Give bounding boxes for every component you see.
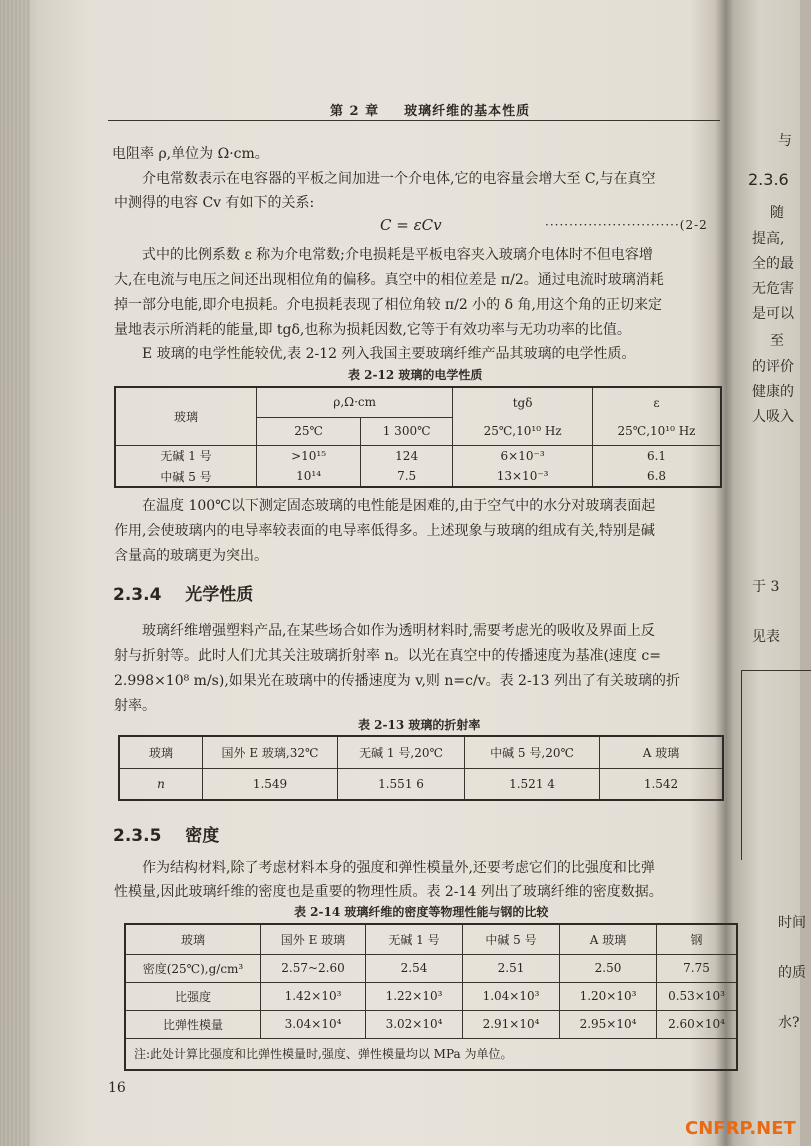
table-2-12 bbox=[114, 386, 722, 488]
table-cell: 0.53×10³ bbox=[657, 982, 738, 1010]
facing-page-text: 于 3 bbox=[752, 579, 780, 595]
table-cell: 比强度 bbox=[125, 982, 261, 1010]
paragraph-line: E 玻璃的电学性能较优,表 2-12 列入我国主要玻璃纤维产品其玻璃的电学性质。 bbox=[142, 346, 636, 362]
page-stack-edge bbox=[0, 0, 30, 1146]
table-row bbox=[119, 768, 723, 800]
table-cell: n bbox=[119, 768, 203, 800]
table-cell: 1.42×10³ bbox=[261, 982, 366, 1010]
table-row bbox=[115, 445, 721, 466]
paragraph-line: 射率。 bbox=[114, 698, 156, 714]
table-header: 玻璃 bbox=[125, 924, 261, 954]
table-2-13-caption: 表 2-13 玻璃的折射率 bbox=[358, 718, 481, 732]
chapter-number: 第 2 章 bbox=[330, 104, 380, 119]
paragraph-line: 2.998×10⁸ m/s),如果光在玻璃中的传播速度为 v,则 n=c/v。表 2-13 列出了有关玻璃的折 bbox=[114, 673, 680, 689]
table-cell: 1.22×10³ bbox=[366, 982, 463, 1010]
table-cell: 密度(25℃),g/cm³ bbox=[125, 954, 261, 982]
table-header: ε bbox=[593, 387, 722, 417]
table-header: 无碱 1 号,20℃ bbox=[338, 736, 465, 768]
paragraph-line: 在温度 100℃以下测定固态玻璃的电性能是困难的,由于空气中的水分对玻璃表面起 bbox=[142, 498, 656, 514]
paragraph-line: 中测得的电容 Cv 有如下的关系: bbox=[114, 195, 315, 211]
paragraph-line: 玻璃纤维增强塑料产品,在某些场合如作为透明材料时,需要考虑光的吸收及界面上反 bbox=[142, 623, 655, 639]
table-header: 无碱 1 号 bbox=[366, 924, 463, 954]
table-cell: 2.54 bbox=[366, 954, 463, 982]
table-header: ρ,Ω·cm bbox=[257, 387, 453, 417]
running-header bbox=[330, 100, 530, 119]
table-2-13 bbox=[118, 735, 724, 801]
table-header: 玻璃 bbox=[115, 387, 257, 445]
table-cell: 比弹性模量 bbox=[125, 1010, 261, 1038]
table-cell: 1.521 4 bbox=[465, 768, 600, 800]
section-heading bbox=[113, 580, 253, 605]
paragraph-line: 电阻率 ρ,单位为 Ω·cm。 bbox=[112, 146, 269, 162]
facing-page-text: 健康的 bbox=[752, 384, 794, 400]
table-header: 25℃,10¹⁰ Hz bbox=[593, 417, 722, 445]
table-row bbox=[115, 466, 721, 487]
table-header: 中碱 5 号 bbox=[463, 924, 560, 954]
paragraph-line: 掉一部分电能,即介电损耗。介电损耗表现了相位角较 π/2 小的 δ 角,用这个角的正切来定 bbox=[114, 297, 662, 313]
facing-page-text: 见表 bbox=[752, 629, 780, 645]
facing-page-text: 时间 bbox=[778, 915, 806, 931]
section-heading bbox=[113, 821, 219, 846]
table-header: 1 300℃ bbox=[361, 417, 453, 445]
facing-page-text: 人吸入 bbox=[752, 409, 794, 425]
paragraph-line: 量地表示所消耗的能量,即 tgδ,也称为损耗因数,它等于有效功率与无功功率的比值。 bbox=[114, 322, 631, 338]
table-header: A 玻璃 bbox=[560, 924, 657, 954]
formula: C = εCv bbox=[380, 216, 442, 234]
table-2-12-caption: 表 2-12 玻璃的电学性质 bbox=[348, 368, 483, 382]
table-cell: 无碱 1 号 bbox=[115, 445, 257, 466]
watermark-logo: CNFRP.NET bbox=[685, 1118, 796, 1139]
table-cell: 2.51 bbox=[463, 954, 560, 982]
facing-page-text: 的评价 bbox=[752, 359, 794, 375]
table-row bbox=[125, 954, 737, 982]
table-cell: 2.57~2.60 bbox=[261, 954, 366, 982]
facing-page-text: 至 bbox=[770, 333, 784, 349]
table-cell: 13×10⁻³ bbox=[453, 466, 593, 487]
table-2-14 bbox=[124, 923, 738, 1071]
table-row bbox=[125, 1010, 737, 1038]
table-header: 玻璃 bbox=[119, 736, 203, 768]
table-cell: 2.95×10⁴ bbox=[560, 1010, 657, 1038]
paragraph-line: 性模量,因此玻璃纤维的密度也是重要的物理性质。表 2-14 列出了玻璃纤维的密度数据。 bbox=[114, 884, 663, 900]
table-header: 国外 E 玻璃,32℃ bbox=[203, 736, 338, 768]
table-cell: 2.60×10⁴ bbox=[657, 1010, 738, 1038]
table-header: tgδ bbox=[453, 387, 593, 417]
table-header: 25℃ bbox=[257, 417, 361, 445]
facing-page-text: 提高, bbox=[752, 231, 785, 247]
paragraph-line: 含量高的玻璃更为突出。 bbox=[114, 548, 268, 564]
paragraph-line: 射与折射等。此时人们尤其关注玻璃折射率 n。以光在真空中的传播速度为基准(速度 c= bbox=[114, 648, 661, 664]
page-number: 16 bbox=[108, 1080, 126, 1096]
facing-page-text: 2.3.6 bbox=[748, 170, 789, 189]
table-cell: 中碱 5 号 bbox=[115, 466, 257, 487]
table-cell: 6×10⁻³ bbox=[453, 445, 593, 466]
table-cell: 7.5 bbox=[361, 466, 453, 487]
table-cell: 1.20×10³ bbox=[560, 982, 657, 1010]
facing-page-text: 与 bbox=[778, 133, 792, 149]
facing-page-table-rule bbox=[741, 670, 811, 671]
table-cell: 1.04×10³ bbox=[463, 982, 560, 1010]
paragraph-line: 式中的比例系数 ε 称为介电常数;介电损耗是平板电容夹入玻璃介电体时不但电容增 bbox=[142, 247, 653, 263]
table-header: 中碱 5 号,20℃ bbox=[465, 736, 600, 768]
paragraph-line: 作为结构材料,除了考虑材料本身的强度和弹性模量外,还要考虑它们的比强度和比弹 bbox=[142, 860, 655, 876]
table-header: 25℃,10¹⁰ Hz bbox=[453, 417, 593, 445]
table-cell: 1.551 6 bbox=[338, 768, 465, 800]
table-2-14-caption: 表 2-14 玻璃纤维的密度等物理性能与钢的比较 bbox=[294, 905, 549, 919]
paragraph-line: 作用,会使玻璃内的电导率较表面的电导率低得多。上述现象与玻璃的组成有关,特别是碱 bbox=[114, 523, 655, 539]
facing-page-text: 水? bbox=[778, 1015, 800, 1031]
table-cell: 10¹⁴ bbox=[257, 466, 361, 487]
header-rule bbox=[108, 120, 720, 121]
table-header: A 玻璃 bbox=[600, 736, 724, 768]
table-cell: 6.1 bbox=[593, 445, 722, 466]
table-cell: 124 bbox=[361, 445, 453, 466]
table-cell: 6.8 bbox=[593, 466, 722, 487]
table-cell: 7.75 bbox=[657, 954, 738, 982]
facing-page-text: 是可以 bbox=[752, 306, 794, 322]
table-note: 注:此处计算比强度和比弹性模量时,强度、弹性模量均以 MPa 为单位。 bbox=[125, 1038, 737, 1070]
table-cell: 2.50 bbox=[560, 954, 657, 982]
section-number: 2.3.4 bbox=[113, 585, 162, 605]
facing-page-text: 随 bbox=[770, 205, 784, 221]
table-row bbox=[125, 982, 737, 1010]
facing-page-text: 全的最 bbox=[752, 256, 794, 272]
paragraph-line: 介电常数表示在电容器的平板之间加进一个介电体,它的电容量会增大至 C,与在真空 bbox=[142, 171, 656, 187]
paragraph-line: 大,在电流与电压之间还出现相位角的偏移。真空中的相位差是 π/2。通过电流时玻璃消耗 bbox=[114, 272, 664, 288]
table-cell: 2.91×10⁴ bbox=[463, 1010, 560, 1038]
formula-number: ····························(2-2 bbox=[545, 218, 708, 232]
table-cell: >10¹⁵ bbox=[257, 445, 361, 466]
section-title: 密度 bbox=[185, 826, 220, 846]
table-cell: 1.549 bbox=[203, 768, 338, 800]
section-number: 2.3.5 bbox=[113, 826, 162, 846]
table-header: 钢 bbox=[657, 924, 738, 954]
chapter-title: 玻璃纤维的基本性质 bbox=[404, 104, 531, 119]
facing-page-text: 无危害 bbox=[752, 281, 794, 297]
table-cell: 3.04×10⁴ bbox=[261, 1010, 366, 1038]
table-cell: 3.02×10⁴ bbox=[366, 1010, 463, 1038]
section-title: 光学性质 bbox=[185, 585, 254, 605]
facing-page-table-rule bbox=[741, 670, 742, 860]
facing-page-text: 的质 bbox=[778, 965, 806, 981]
table-header: 国外 E 玻璃 bbox=[261, 924, 366, 954]
table-cell: 1.542 bbox=[600, 768, 724, 800]
